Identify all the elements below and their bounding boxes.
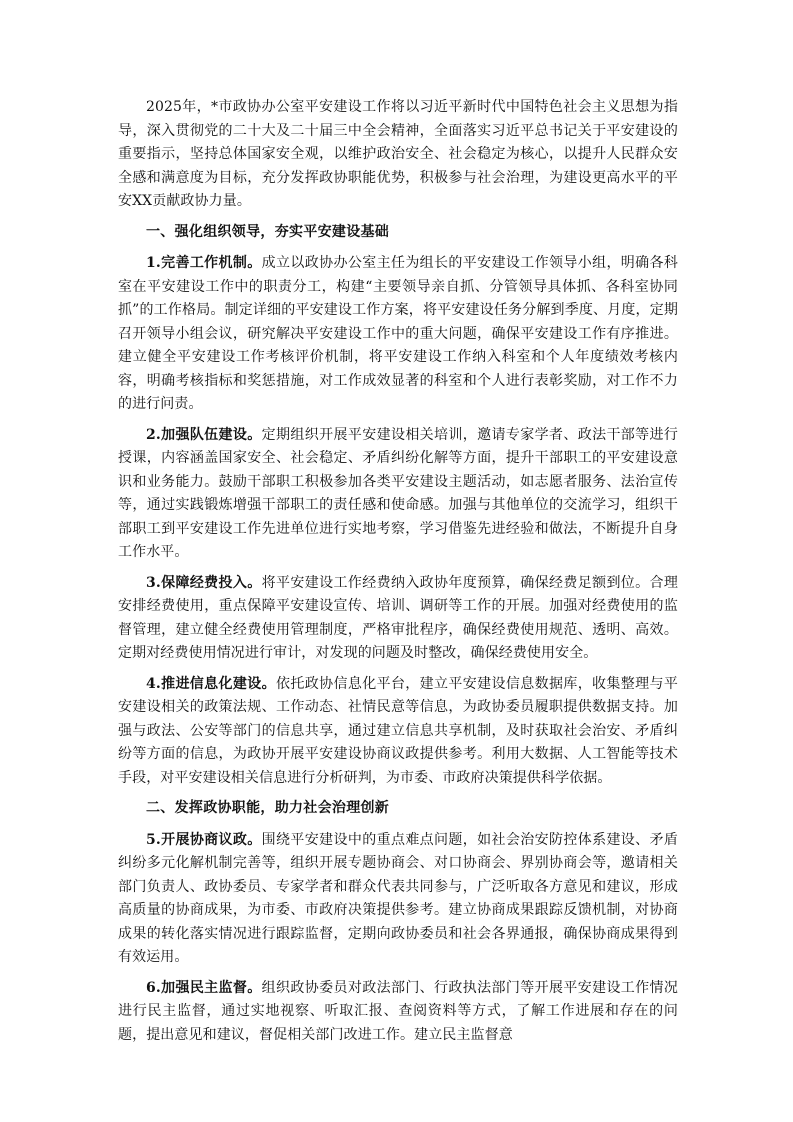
item-body: 依托政协信息化平台，建立平安建设信息数据库，收集整理与平安建设相关的政策法规、工作动态、社情民意等信息，为政协委员履职提供数据支持。加强与政法、公安等部门的信息共享，通过建立信息共享机制，及时获取社会治安、矛盾纠纷等方面的信息，为政协开展平安建设协商议政提供参考。利用大数据、人工智能等技术手段，对平安建设相关信息进行分析研判，为市委、市政府决策提供科学依据。 xyxy=(118,675,678,786)
section-heading-1: 一、强化组织领导，夯实平安建设基础 xyxy=(146,223,390,240)
item-title: 6.加强民主监督。 xyxy=(146,979,262,996)
document-page xyxy=(118,96,678,1054)
item-body: 成立以政协办公室主任为组长的平安建设工作领导小组，明确各科室在平安建设工作中的职责分工，构建“主要领导亲自抓、分管领导具体抓、各科室协同抓”的工作格局。制定详细的平安建设工作方案，将平安建设任务分解到季度、月度，定期召开领导小组会议，研究解决平安建设工作中的重大问题，确保平安建设工作有序推进。建立健全平安建设工作考核评价机制，将平安建设工作纳入科室和个人年度绩效考核内容，明确考核指标和奖惩措施，对工作成效显著的科室和个人进行表彰奖励，对工作不力的进行问责。 xyxy=(118,255,679,412)
item-paragraph xyxy=(118,572,678,666)
item-body: 围绕平安建设中的重点难点问题，如社会治安防控体系建设、矛盾纠纷多元化解机制完善等，组织开展专题协商会、对口协商会、界别协商会等，邀请相关部门负责人、政协委员、专家学者和群众代表共同参与，广泛听取各方意见和建议，形成高质量的协商成果，为市委、市政府决策提供参考。建立协商成果跟踪反馈机制，对协商成果的转化落实情况进行跟踪监督，定期向政协委员和社会各界通报，确保协商成果得到有效运用。 xyxy=(118,831,679,965)
item-paragraph xyxy=(118,673,678,791)
item-title: 1.完善工作机制。 xyxy=(146,255,262,271)
intro-paragraph: 2025年，*市政协办公室平安建设工作将以习近平新时代中国特色社会主义思想为指导，深入贯彻党的二十大及二十届三中全会精神，全面落实习近平总书记关于平安建设的重要指示，坚持总体国家安全观，以维护政治安全、社会稳定为核心，以提升人民群众安全感和满意度为目标，充分发挥政协职能优势，积极参与社会治理，为建设更高水平的平安XX贡献政协力量。 xyxy=(118,99,678,209)
item-paragraph xyxy=(118,977,678,1048)
item-title: 5.开展协商议政。 xyxy=(146,831,262,848)
item-body: 将平安建设工作经费纳入政协年度预算，确保经费足额到位。合理安排经费使用，重点保障平安建设宣传、培训、调研等工作的开展。加强对经费使用的监督管理，建立健全经费使用管理制度，严格审批程序，确保经费使用规范、透明、高效。定期对经费使用情况进行审计，对发现的问题及时整改，确保经费使用安全。 xyxy=(118,574,679,661)
item-title: 4.推进信息化建设。 xyxy=(146,675,277,692)
item-title: 2.加强队伍建设。 xyxy=(146,426,262,443)
item-paragraph xyxy=(118,424,678,565)
item-title: 3.保障经费投入。 xyxy=(146,574,262,591)
item-body: 定期组织开展平安建设相关培训，邀请专家学者、政法干部等进行授课，内容涵盖国家安全、社会稳定、矛盾纠纷化解等方面，提升干部职工的平安建设意识和业务能力。鼓励干部职工积极参加各类平安建设主题活动，如志愿者服务、法治宣传等，通过实践锻炼增强干部职工的责任感和使命感。加强与其他单位的交流学习，组织干部职工到平安建设工作先进单位进行实地考察，学习借鉴先进经验和做法，不断提升自身工作水平。 xyxy=(118,426,679,560)
item-paragraph xyxy=(118,252,678,417)
item-body: 组织政协委员对政法部门、行政执法部门等开展平安建设工作情况进行民主监督，通过实地视察、听取汇报、查阅资料等方式，了解工作进展和存在的问题，提出意见和建议，督促相关部门改进工作。建立民主监督意 xyxy=(118,979,679,1043)
item-paragraph xyxy=(118,829,678,970)
section-heading-2: 二、发挥政协职能，助力社会治理创新 xyxy=(146,800,390,816)
